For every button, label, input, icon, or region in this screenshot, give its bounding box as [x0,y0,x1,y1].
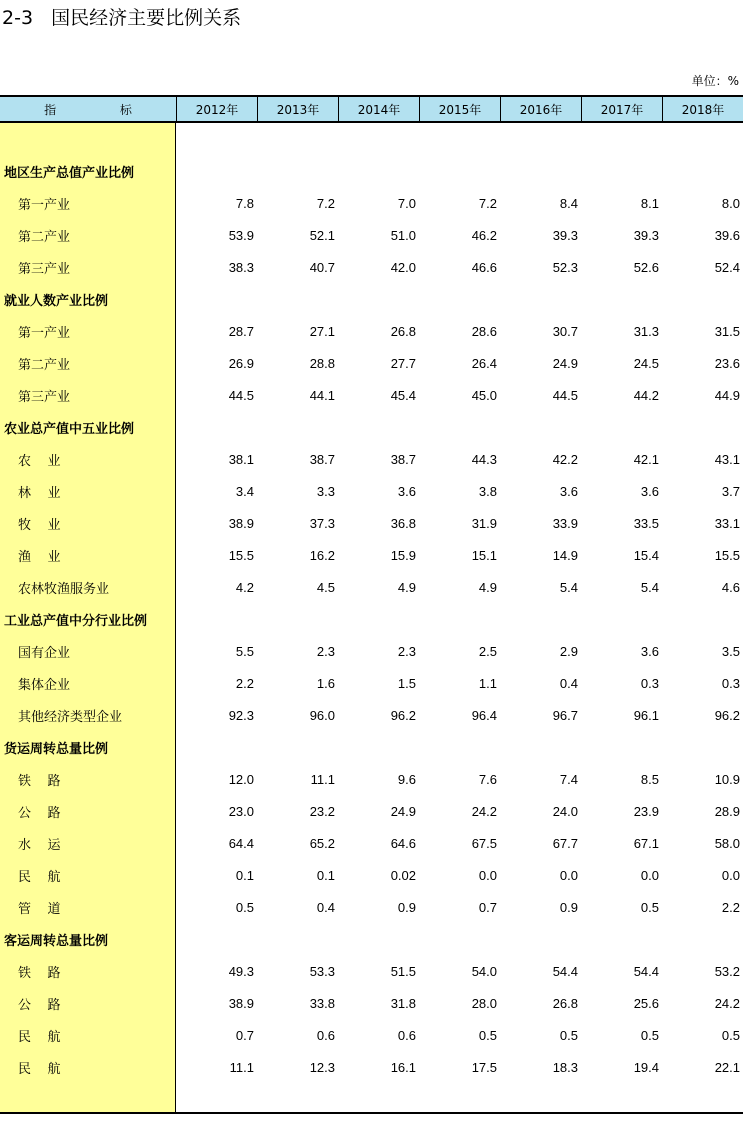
value-cell: 33.8 [309,995,335,1011]
table-row [0,347,743,379]
value-cell: 1.6 [316,675,335,691]
value-cell: 31.3 [633,323,659,339]
value-cell: 0.6 [397,1027,416,1043]
value-cell: 0.9 [559,899,578,915]
section-row [0,411,743,443]
row-label: 管 道 [18,901,61,917]
value-cell: 17.5 [471,1059,497,1075]
section-title: 地区生产总值产业比例 [4,165,135,181]
value-cell: 24.0 [552,803,578,819]
row-label: 集体企业 [18,677,71,693]
table-row [0,859,743,891]
value-cell: 7.8 [235,195,254,211]
value-cell: 4.9 [397,579,416,595]
year-header: 2018年 [662,97,743,121]
table-row [0,667,743,699]
value-cell: 39.6 [714,227,740,243]
value-cell: 31.8 [390,995,416,1011]
value-cell: 9.6 [397,771,416,787]
value-cell: 3.6 [559,483,578,499]
value-cell: 44.5 [552,387,578,403]
section-title: 就业人数产业比例 [4,293,109,309]
value-cell: 23.6 [714,355,740,371]
value-cell: 7.2 [478,195,497,211]
year-header: 2012年 [176,97,257,121]
value-cell: 0.7 [235,1027,254,1043]
value-cell: 25.6 [633,995,659,1011]
value-cell: 3.6 [397,483,416,499]
value-cell: 31.9 [471,515,497,531]
section-title: 农业总产值中五业比例 [4,421,135,437]
value-cell: 2.5 [478,643,497,659]
value-cell: 19.4 [633,1059,659,1075]
value-cell: 64.4 [228,835,254,851]
value-cell: 52.6 [633,259,659,275]
value-cell: 0.3 [640,675,659,691]
section-title: 客运周转总量比例 [4,933,109,949]
value-cell: 2.9 [559,643,578,659]
value-cell: 67.5 [471,835,497,851]
value-cell: 8.1 [640,195,659,211]
value-cell: 24.9 [390,803,416,819]
row-label: 铁 路 [18,965,61,981]
value-cell: 12.3 [309,1059,335,1075]
value-cell: 16.1 [390,1059,416,1075]
value-cell: 15.9 [390,547,416,563]
value-cell: 0.02 [390,867,416,883]
value-cell: 24.5 [633,355,659,371]
table-row [0,251,743,283]
indicator-header: 指 标 [44,102,162,117]
value-cell: 0.5 [478,1027,497,1043]
table-row [0,955,743,987]
value-cell: 11.1 [310,771,335,787]
table-row [0,379,743,411]
value-cell: 53.3 [309,963,335,979]
value-cell: 5.4 [559,579,578,595]
value-cell: 10.9 [714,771,740,787]
value-cell: 54.4 [552,963,578,979]
table-row [0,1019,743,1051]
value-cell: 0.0 [721,867,740,883]
year-header: 2016年 [500,97,581,121]
value-cell: 7.2 [316,195,335,211]
value-cell: 67.7 [552,835,578,851]
value-cell: 0.1 [235,867,254,883]
value-cell: 7.0 [397,195,416,211]
value-cell: 28.7 [228,323,254,339]
table-rows [0,155,743,1083]
value-cell: 96.2 [714,707,740,723]
row-label: 第二产业 [18,229,71,245]
value-cell: 1.5 [397,675,416,691]
table-row [0,539,743,571]
value-cell: 92.3 [228,707,254,723]
table-row [0,987,743,1019]
row-label: 第三产业 [18,389,71,405]
value-cell: 45.0 [471,387,497,403]
row-label: 民 航 [18,1061,61,1077]
value-cell: 24.2 [714,995,740,1011]
table-row [0,475,743,507]
row-label: 国有企业 [18,645,71,661]
value-cell: 23.0 [228,803,254,819]
value-cell: 40.7 [309,259,335,275]
value-cell: 24.2 [471,803,497,819]
section-row [0,155,743,187]
value-cell: 96.2 [390,707,416,723]
value-cell: 46.6 [471,259,497,275]
value-cell: 5.4 [640,579,659,595]
table-row [0,1051,743,1083]
value-cell: 3.7 [721,483,740,499]
value-cell: 38.1 [228,451,254,467]
value-cell: 31.5 [714,323,740,339]
section-row [0,603,743,635]
value-cell: 42.1 [633,451,659,467]
value-cell: 0.4 [559,675,578,691]
value-cell: 3.8 [478,483,497,499]
row-label: 渔 业 [18,549,61,565]
table-row [0,507,743,539]
value-cell: 2.3 [316,643,335,659]
value-cell: 0.0 [640,867,659,883]
value-cell: 64.6 [390,835,416,851]
value-cell: 1.1 [478,675,497,691]
value-cell: 54.0 [471,963,497,979]
value-cell: 23.2 [309,803,335,819]
value-cell: 36.8 [390,515,416,531]
value-cell: 3.4 [235,483,254,499]
value-cell: 33.9 [552,515,578,531]
value-cell: 38.9 [228,515,254,531]
value-cell: 28.6 [471,323,497,339]
row-label: 农 业 [18,453,61,469]
section-row [0,283,743,315]
value-cell: 46.2 [471,227,497,243]
value-cell: 24.9 [552,355,578,371]
row-label: 第二产业 [18,357,71,373]
value-cell: 4.9 [478,579,497,595]
value-cell: 11.1 [229,1059,254,1075]
value-cell: 33.1 [714,515,740,531]
row-label: 公 路 [18,805,61,821]
table-row [0,827,743,859]
value-cell: 54.4 [633,963,659,979]
value-cell: 0.7 [478,899,497,915]
value-cell: 67.1 [633,835,659,851]
table-row [0,315,743,347]
section-row [0,731,743,763]
value-cell: 28.0 [471,995,497,1011]
value-cell: 26.4 [471,355,497,371]
value-cell: 15.1 [471,547,497,563]
value-cell: 58.0 [714,835,740,851]
table-header [0,95,743,123]
value-cell: 4.6 [721,579,740,595]
row-label: 牧 业 [18,517,61,533]
value-cell: 0.5 [235,899,254,915]
row-label: 第一产业 [18,325,71,341]
year-header: 2013年 [257,97,338,121]
value-cell: 42.0 [390,259,416,275]
value-cell: 27.7 [390,355,416,371]
table-row [0,891,743,923]
value-cell: 38.7 [309,451,335,467]
value-cell: 39.3 [552,227,578,243]
table-row [0,187,743,219]
section-title: 货运周转总量比例 [4,741,109,757]
value-cell: 45.4 [390,387,416,403]
value-cell: 0.5 [640,1027,659,1043]
value-cell: 0.9 [397,899,416,915]
row-label: 其他经济类型企业 [18,709,123,725]
value-cell: 7.6 [478,771,497,787]
value-cell: 7.4 [559,771,578,787]
section-title: 工业总产值中分行业比例 [4,613,148,629]
value-cell: 96.1 [633,707,659,723]
value-cell: 33.5 [633,515,659,531]
row-label: 民 航 [18,1029,61,1045]
value-cell: 52.1 [309,227,335,243]
value-cell: 96.7 [552,707,578,723]
row-label: 民 航 [18,869,61,885]
value-cell: 8.0 [721,195,740,211]
value-cell: 38.7 [390,451,416,467]
value-cell: 44.1 [309,387,335,403]
value-cell: 65.2 [309,835,335,851]
value-cell: 2.3 [397,643,416,659]
value-cell: 52.3 [552,259,578,275]
value-cell: 44.9 [714,387,740,403]
value-cell: 30.7 [552,323,578,339]
value-cell: 3.5 [721,643,740,659]
value-cell: 18.3 [552,1059,578,1075]
value-cell: 16.2 [309,547,335,563]
value-cell: 44.3 [471,451,497,467]
year-header: 2015年 [419,97,500,121]
value-cell: 0.1 [316,867,335,883]
value-cell: 27.1 [309,323,335,339]
value-cell: 23.9 [633,803,659,819]
value-cell: 12.0 [228,771,254,787]
value-cell: 96.0 [309,707,335,723]
value-cell: 15.5 [714,547,740,563]
year-header: 2017年 [581,97,662,121]
value-cell: 38.9 [228,995,254,1011]
value-cell: 0.5 [640,899,659,915]
value-cell: 44.5 [228,387,254,403]
value-cell: 26.9 [228,355,254,371]
value-cell: 38.3 [228,259,254,275]
value-cell: 28.8 [309,355,335,371]
row-label: 农林牧渔服务业 [18,581,110,597]
value-cell: 28.9 [714,803,740,819]
table-row [0,443,743,475]
value-cell: 14.9 [552,547,578,563]
table-row [0,795,743,827]
row-label: 第三产业 [18,261,71,277]
row-label: 公 路 [18,997,61,1013]
table-row [0,763,743,795]
value-cell: 22.1 [714,1059,740,1075]
value-cell: 42.2 [552,451,578,467]
row-label: 水 运 [18,837,61,853]
value-cell: 15.4 [633,547,659,563]
table-row [0,219,743,251]
table-row [0,635,743,667]
value-cell: 3.3 [316,483,335,499]
value-cell: 2.2 [235,675,254,691]
value-cell: 26.8 [390,323,416,339]
value-cell: 0.0 [559,867,578,883]
value-cell: 8.5 [640,771,659,787]
row-label: 林 业 [18,485,61,501]
value-cell: 44.2 [633,387,659,403]
value-cell: 49.3 [228,963,254,979]
value-cell: 2.2 [721,899,740,915]
value-cell: 53.9 [228,227,254,243]
value-cell: 26.8 [552,995,578,1011]
value-cell: 51.0 [390,227,416,243]
value-cell: 39.3 [633,227,659,243]
value-cell: 37.3 [309,515,335,531]
page-title: 2-3 国民经济主要比例关系 [2,7,242,29]
table-row [0,571,743,603]
table-row [0,699,743,731]
value-cell: 0.5 [559,1027,578,1043]
value-cell: 52.4 [714,259,740,275]
section-row [0,923,743,955]
value-cell: 0.3 [721,675,740,691]
value-cell: 0.5 [721,1027,740,1043]
unit-label: 单位：% [691,74,739,88]
year-header: 2014年 [338,97,419,121]
value-cell: 15.5 [228,547,254,563]
value-cell: 3.6 [640,643,659,659]
value-cell: 4.5 [316,579,335,595]
row-label: 第一产业 [18,197,71,213]
value-cell: 4.2 [235,579,254,595]
table-body [0,123,743,1114]
value-cell: 43.1 [714,451,740,467]
value-cell: 51.5 [390,963,416,979]
value-cell: 53.2 [714,963,740,979]
value-cell: 5.5 [235,643,254,659]
value-cell: 3.6 [640,483,659,499]
row-label: 铁 路 [18,773,61,789]
value-cell: 8.4 [559,195,578,211]
value-cell: 0.4 [316,899,335,915]
value-cell: 0.6 [316,1027,335,1043]
value-cell: 0.0 [478,867,497,883]
value-cell: 96.4 [471,707,497,723]
